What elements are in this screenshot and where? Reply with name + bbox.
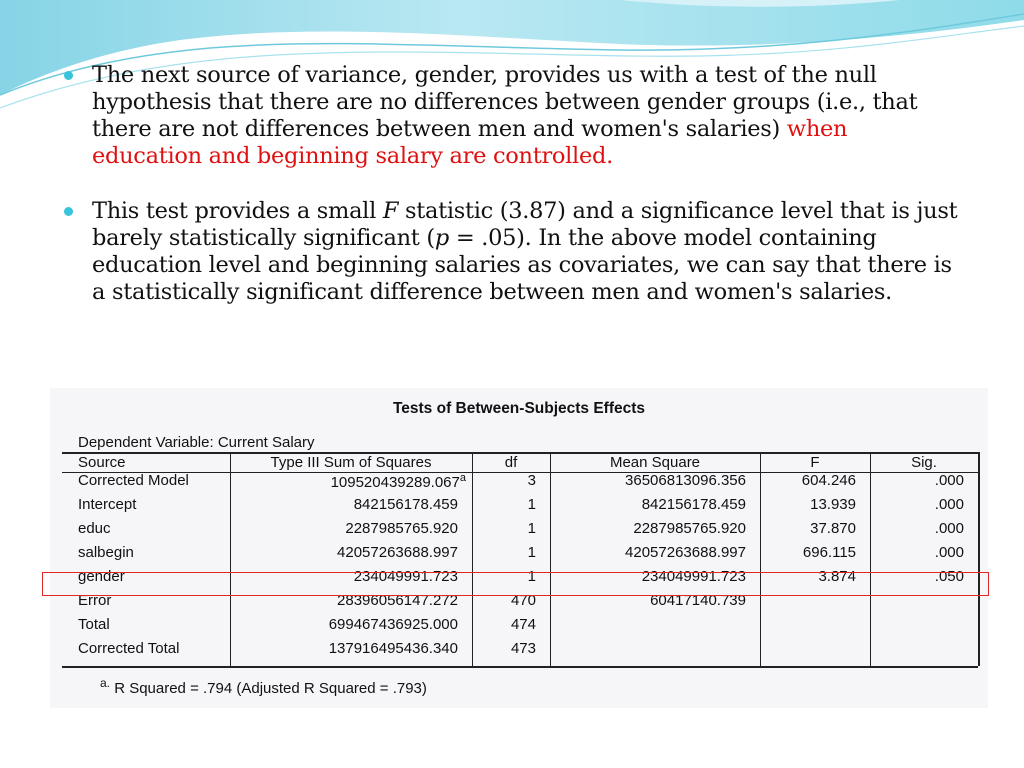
table-cell: 470: [510, 592, 536, 609]
table-cell: 3.874: [818, 568, 856, 585]
row-source-label: Intercept: [78, 496, 137, 513]
table-cell: 1: [527, 496, 536, 513]
gender-row-highlight-box: [42, 572, 989, 596]
row-source-label: salbegin: [78, 544, 134, 561]
table-cell: 37.870: [810, 520, 856, 537]
table-cell: 2287985765.920: [633, 520, 746, 537]
row-source-label: educ: [78, 520, 111, 537]
table-cell: 1: [527, 568, 536, 585]
table-cell: 3: [527, 472, 536, 489]
table-cell: 36506813096.356: [625, 472, 746, 489]
column-header: F: [810, 454, 820, 471]
column-header: Type III Sum of Squares: [270, 454, 432, 471]
column-header: df: [504, 454, 518, 471]
anova-table: [62, 452, 978, 668]
table-cell: 474: [510, 616, 536, 633]
table-cell: .050: [934, 568, 964, 585]
table-cell: 699467436925.000: [328, 616, 458, 633]
table-footnote: [100, 676, 427, 697]
bullet-item-2: [62, 198, 962, 306]
table-cell: 137916495436.340: [328, 640, 458, 657]
table-cell: 234049991.723: [641, 568, 746, 585]
table-cell: 696.115: [802, 544, 856, 561]
table-cell: 1: [527, 520, 536, 537]
bullet-2-text-b: statistic (3.87) and a significance level that is just barely statistically significant (: [92, 198, 958, 251]
dependent-variable-label: Dependent Variable: Current Salary: [78, 434, 315, 451]
table-cell: .000: [934, 496, 964, 513]
table-cell: 234049991.723: [353, 568, 458, 585]
table-cell: 42057263688.997: [625, 544, 746, 561]
bullet-1-highlight-text: when education and beginning salary are controlled.: [92, 116, 848, 169]
table-title: Tests of Between-Subjects Effects: [392, 400, 646, 417]
bullet-1-text: The next source of variance, gender, provides us with a test of the null hypothesis that there are no differences between gender groups (i.e., that there are not differences between men and women's salaries): [92, 62, 918, 142]
superscript-marker: a: [459, 472, 466, 484]
bullet-item-1: [62, 62, 962, 170]
bullet-2-text-a: This test provides a small: [92, 198, 383, 224]
column-header: Sig.: [911, 454, 937, 471]
bullet-2-text-c: = .05). In the above model containing education level and beginning salaries as covariates, we can say that there is a statistically significant difference between men and women's salaries.: [92, 225, 952, 305]
table-rule: [978, 452, 980, 666]
bullet-dot-icon: [64, 71, 73, 80]
table-cell: 109520439289.067$^a$: [330, 472, 466, 491]
row-source-label: Total: [78, 616, 110, 633]
table-cell: .000: [934, 472, 964, 489]
table-cell: 842156178.459: [641, 496, 746, 513]
table-cell: 473: [510, 640, 536, 657]
row-source-label: Corrected Model: [78, 472, 189, 489]
bullet-list: [62, 62, 962, 334]
footnote-marker: a.: [100, 676, 111, 690]
table-rule: [62, 666, 978, 668]
bullet-2-p-symbol: p: [434, 225, 449, 251]
table-cell: 2287985765.920: [345, 520, 458, 537]
column-header: Mean Square: [609, 454, 701, 471]
footnote-text: R Squared = .794 (Adjusted R Squared = .793): [114, 680, 427, 697]
row-source-label: Error: [78, 592, 112, 609]
anova-table-panel: [50, 388, 988, 708]
table-cell: 28396056147.272: [337, 592, 458, 609]
bullet-2-f-symbol: F: [382, 198, 399, 224]
table-cell: 842156178.459: [353, 496, 458, 513]
row-source-label: Corrected Total: [78, 640, 180, 657]
bullet-dot-icon: [64, 207, 73, 216]
table-cell: .000: [934, 520, 964, 537]
table-cell: 13.939: [810, 496, 856, 513]
table-cell: .000: [934, 544, 964, 561]
table-cell: 604.246: [801, 472, 856, 489]
table-cell: 1: [527, 544, 536, 561]
table-cell: 60417140.739: [650, 592, 746, 609]
row-source-label: gender: [78, 568, 125, 585]
table-cell: 42057263688.997: [337, 544, 458, 561]
column-header: Source: [78, 454, 126, 471]
